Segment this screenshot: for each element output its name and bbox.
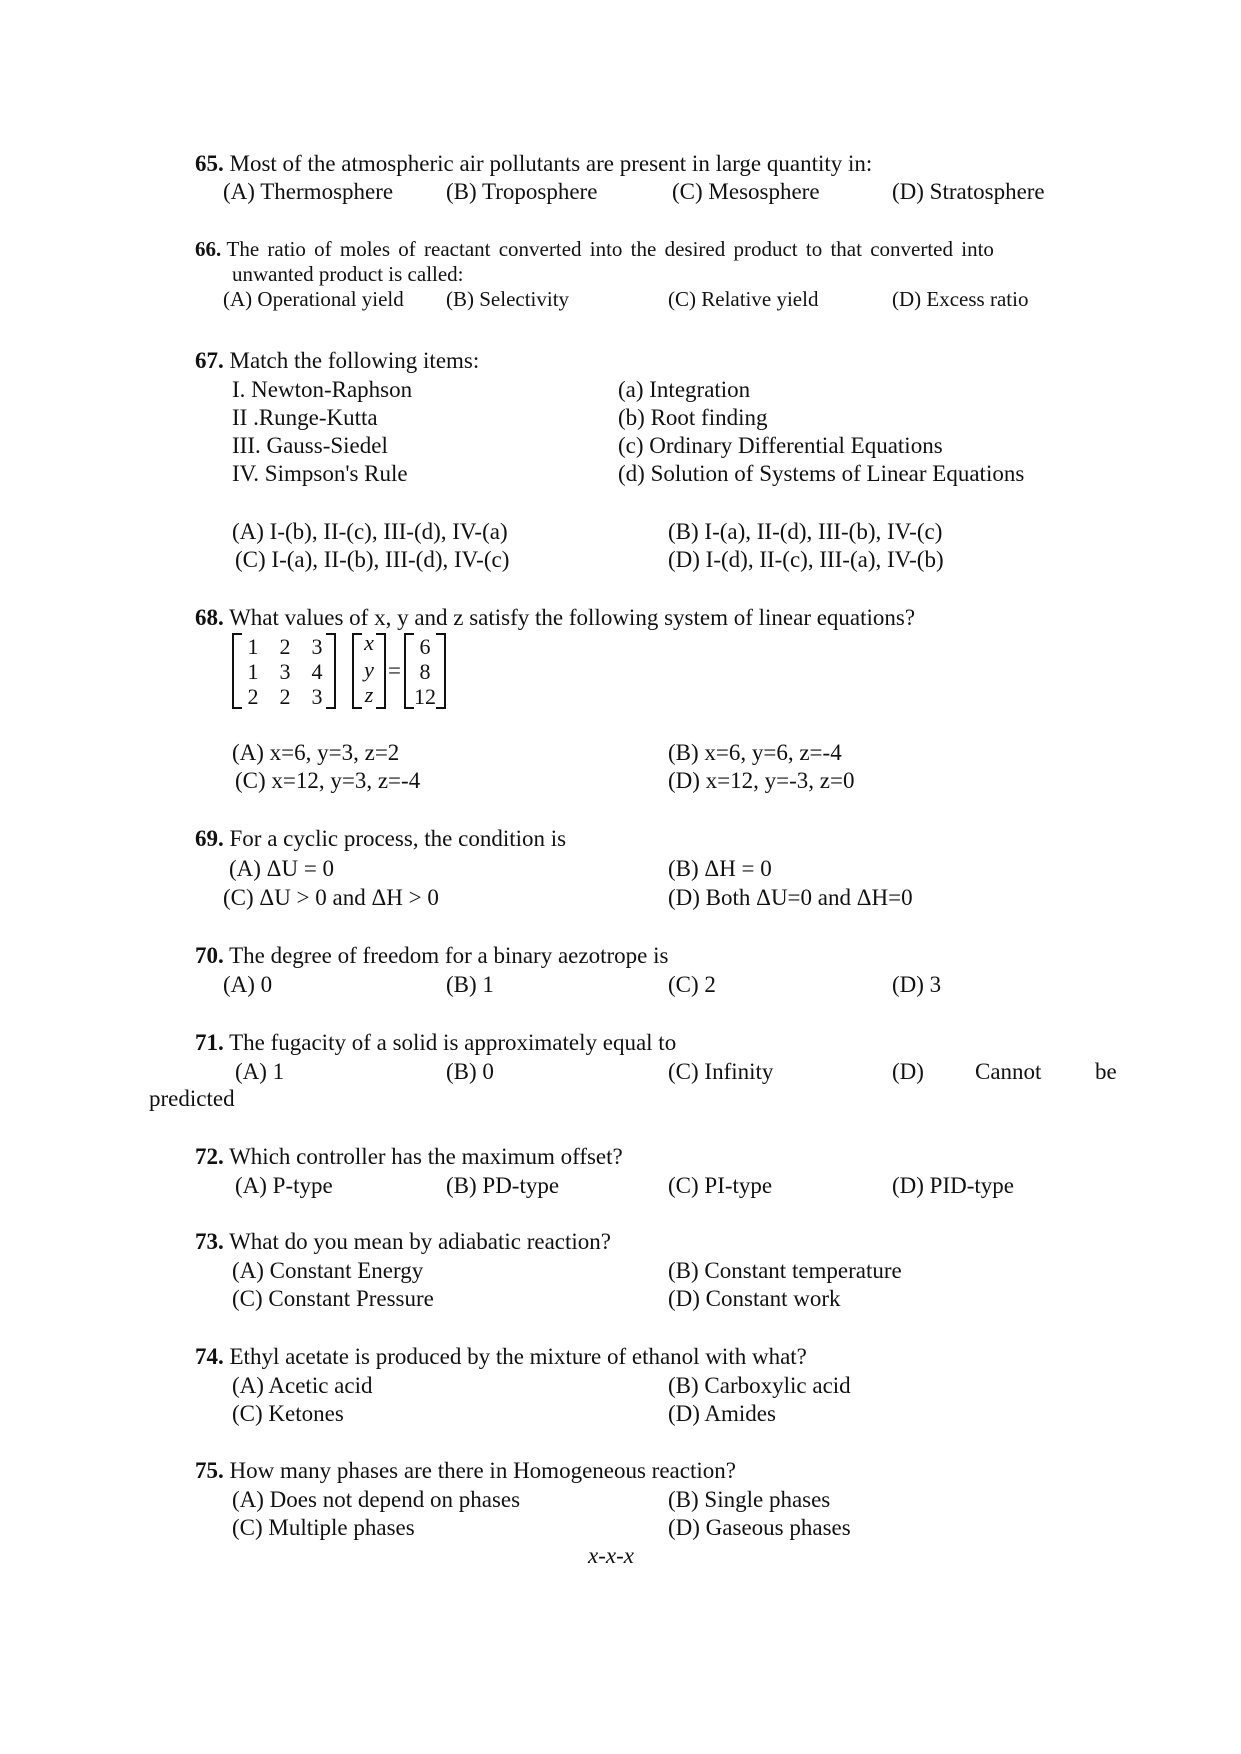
question-text: The degree of freedom for a binary aezotrope is xyxy=(229,943,669,968)
option-d: (D) 3 xyxy=(892,972,942,997)
match-left-item: III. Gauss-Siedel xyxy=(232,433,388,458)
option-c: (C) Multiple phases xyxy=(232,1515,415,1540)
match-left-item: IV. Simpson's Rule xyxy=(232,461,408,486)
question-number: 74. xyxy=(195,1344,224,1369)
rhs-vector xyxy=(404,633,446,709)
option-b: (B) x=6, y=6, z=-4 xyxy=(668,740,842,765)
option-d: (D) Constant work xyxy=(668,1286,841,1311)
option-c: (C) Ketones xyxy=(232,1401,344,1426)
matrix-cell: 1 xyxy=(247,659,259,684)
option-d-word: be xyxy=(1095,1059,1117,1084)
option-b: (B) ΔH = 0 xyxy=(668,856,772,881)
option-b: (B) Carboxylic acid xyxy=(668,1373,851,1398)
option-a: (A) Operational yield xyxy=(223,287,404,311)
option-a: (A) Constant Energy xyxy=(232,1258,424,1283)
question-number: 72. xyxy=(195,1144,224,1169)
option-d: (D) Excess ratio xyxy=(892,287,1029,311)
matrix-cell: 2 xyxy=(279,634,291,659)
option-d-word: predicted xyxy=(149,1086,235,1111)
question-number: 71. xyxy=(195,1030,224,1055)
question-75 xyxy=(195,1457,736,1484)
question-74 xyxy=(195,1343,807,1370)
option-b: (B) Troposphere xyxy=(446,179,598,204)
option-b: (B) Selectivity xyxy=(446,287,570,311)
question-65 xyxy=(195,150,872,177)
question-number: 73. xyxy=(195,1229,224,1254)
matrix-cell: 3 xyxy=(311,634,323,659)
option-c: (C) x=12, y=3, z=-4 xyxy=(235,768,421,793)
vector-cell: 6 xyxy=(419,634,431,659)
option-a: (A) ΔU = 0 xyxy=(229,856,335,881)
option-d: (D) Amides xyxy=(668,1401,776,1426)
vector-cell: 12 xyxy=(414,684,436,709)
option-a: (A) I-(b), II-(c), III-(d), IV-(a) xyxy=(232,519,508,544)
option-c: (C) I-(a), II-(b), III-(d), IV-(c) xyxy=(235,547,510,572)
option-c: (C) ΔU > 0 and ΔH > 0 xyxy=(223,885,439,910)
option-d: (D) x=12, y=-3, z=0 xyxy=(668,768,855,793)
option-a: (A) x=6, y=3, z=2 xyxy=(232,740,400,765)
option-d: (D) Both ΔU=0 and ΔH=0 xyxy=(668,885,913,910)
option-a: (A) 1 xyxy=(235,1059,285,1084)
match-right-item: (c) Ordinary Differential Equations xyxy=(618,433,943,458)
matrix-cell: 4 xyxy=(311,659,323,684)
option-c: (C) PI-type xyxy=(668,1173,773,1198)
option-b: (B) Constant temperature xyxy=(668,1258,902,1283)
question-text: Match the following items: xyxy=(229,348,480,373)
question-text: What values of x, y and z satisfy the following system of linear equations? xyxy=(229,605,916,630)
coefficient-matrix xyxy=(232,633,336,709)
option-b: (B) PD-type xyxy=(446,1173,560,1198)
question-text: Most of the atmospheric air pollutants are present in large quantity in: xyxy=(229,151,873,176)
vector-cell: z xyxy=(364,682,374,707)
question-71 xyxy=(195,1029,676,1056)
option-b: (B) 1 xyxy=(446,972,494,997)
option-d: (D) xyxy=(892,1059,924,1084)
match-right-item: (a) Integration xyxy=(618,377,751,402)
question-72 xyxy=(195,1143,623,1170)
matrix-cell: 2 xyxy=(247,684,259,709)
question-number: 70. xyxy=(195,943,224,968)
equals-sign: = xyxy=(388,658,401,683)
option-c: (C) Relative yield xyxy=(668,287,819,311)
match-right-item: (b) Root finding xyxy=(618,405,768,430)
question-number: 66. xyxy=(195,237,222,261)
end-marker: x-x-x xyxy=(588,1543,634,1568)
question-69 xyxy=(195,825,566,852)
option-c: (C) Mesosphere xyxy=(672,179,820,204)
question-68 xyxy=(195,604,915,631)
question-text: The fugacity of a solid is approximately equal to xyxy=(229,1030,677,1055)
option-a: (A) P-type xyxy=(235,1173,333,1198)
matrix-cell: 3 xyxy=(311,684,323,709)
option-a: (A) 0 xyxy=(223,972,273,997)
matrix-cell: 3 xyxy=(279,659,291,684)
option-d: (D) Gaseous phases xyxy=(668,1515,851,1540)
option-b: (B) I-(a), II-(d), III-(b), IV-(c) xyxy=(668,519,943,544)
match-left-item: II .Runge-Kutta xyxy=(232,405,378,430)
question-text: Which controller has the maximum offset? xyxy=(229,1144,623,1169)
variable-vector xyxy=(352,630,386,709)
option-a: (A) Thermosphere xyxy=(223,179,394,204)
question-number: 68. xyxy=(195,605,224,630)
question-text-continued: unwanted product is called: xyxy=(232,262,464,286)
option-d: (D) I-(d), II-(c), III-(a), IV-(b) xyxy=(668,547,944,572)
matrix-cell: 2 xyxy=(279,684,291,709)
question-text: Ethyl acetate is produced by the mixture of ethanol with what? xyxy=(229,1344,807,1369)
question-number: 67. xyxy=(195,348,224,373)
vector-cell: x xyxy=(364,630,374,655)
question-number: 75. xyxy=(195,1458,224,1483)
question-number: 65. xyxy=(195,151,224,176)
vector-cell: y xyxy=(364,657,374,682)
option-b: (B) 0 xyxy=(446,1059,494,1084)
option-b: (B) Single phases xyxy=(668,1487,831,1512)
vector-cell: 8 xyxy=(419,659,431,684)
option-c: (C) Infinity xyxy=(668,1059,774,1084)
question-text: For a cyclic process, the condition is xyxy=(229,826,567,851)
option-d: (D) PID-type xyxy=(892,1173,1014,1198)
option-a: (A) Acetic acid xyxy=(232,1373,373,1398)
question-73 xyxy=(195,1228,611,1255)
match-right-item: (d) Solution of Systems of Linear Equations xyxy=(618,461,1025,486)
matrix-cell: 1 xyxy=(247,634,259,659)
option-c: (C) Constant Pressure xyxy=(232,1286,434,1311)
question-67 xyxy=(195,347,479,374)
question-number: 69. xyxy=(195,826,224,851)
question-text: How many phases are there in Homogeneous reaction? xyxy=(229,1458,736,1483)
question-66 xyxy=(195,236,994,263)
question-70 xyxy=(195,942,668,969)
question-text: The ratio of moles of reactant converted into the desired product to that converted into xyxy=(226,237,994,261)
question-text: What do you mean by adiabatic reaction? xyxy=(229,1229,611,1254)
option-a: (A) Does not depend on phases xyxy=(232,1487,521,1512)
match-left-item: I. Newton-Raphson xyxy=(232,377,413,402)
option-c: (C) 2 xyxy=(668,972,716,997)
option-d: (D) Stratosphere xyxy=(892,179,1045,204)
option-d-word: Cannot xyxy=(975,1059,1042,1084)
